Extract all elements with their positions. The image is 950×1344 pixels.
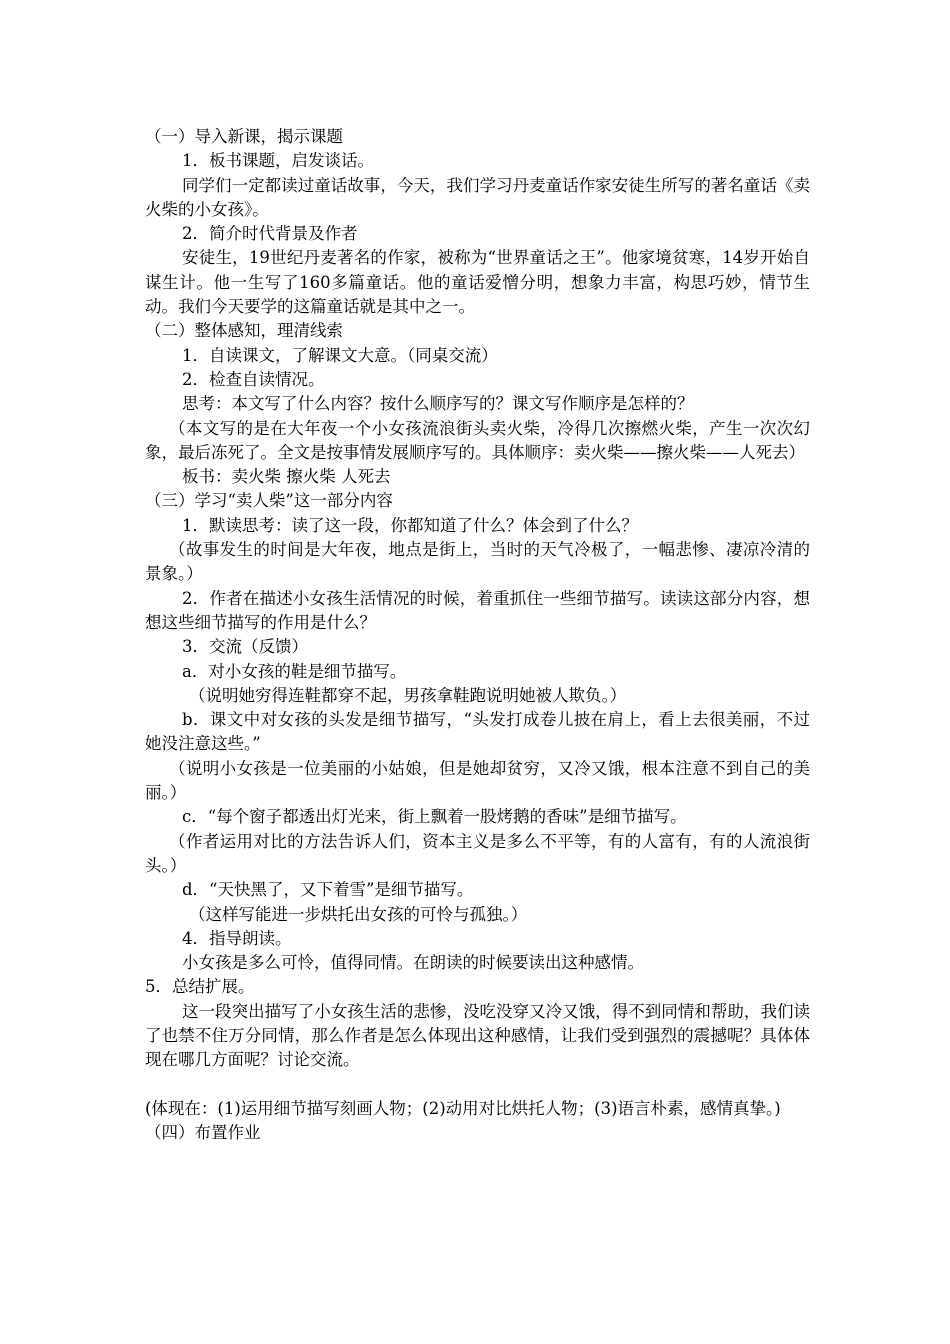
paragraph: 思考：本文写了什么内容？按什么顺序写的？课文写作顺序是怎样的？ xyxy=(182,394,694,414)
paragraph: 1．自读课文，了解课文大意。（同桌交流） xyxy=(182,345,498,365)
paragraph: 同学们一定都读过童话故事，今天，我们学习丹麦童话作家安徒生所写的著名童话《卖火柴的小女孩》。 xyxy=(145,175,810,219)
document-body xyxy=(145,125,810,1145)
paragraph: 小女孩是多么可怜，值得同情。在朗读的时候要读出这种感情。 xyxy=(182,953,644,973)
blank-line xyxy=(145,1073,810,1097)
paragraph: 2．检查自读情况。 xyxy=(182,369,325,389)
paragraph: （本文写的是在大年夜一个小女孩流浪街头卖火柴，冷得几次擦燃火柴，产生一次次幻象，最后冻死了。全文是按事情发展顺序写的。具体顺序：卖火柴——擦火柴——人死去） xyxy=(145,418,810,462)
paragraph: c．“每个窗子都透出灯光来，街上飘着一股烤鹅的香味”是细节描写。 xyxy=(182,807,687,827)
section-heading-3: （三）学习“卖人柴”这一部分内容 xyxy=(145,491,393,511)
paragraph: （故事发生的时间是大年夜，地点是街上，当时的天气冷极了，一幅悲惨、凄凉冷清的景象。） xyxy=(145,540,810,584)
paragraph: (体现在：(1)运用细节描写刻画人物；(2)动用对比烘托人物；(3)语言朴素，感情真挚。) xyxy=(145,1098,781,1118)
paragraph: 1．板书课题，启发谈话。 xyxy=(182,151,374,171)
paragraph: 4．指导朗读。 xyxy=(182,928,292,948)
paragraph: （说明她穷得连鞋都穿不起，男孩拿鞋跑说明她被人欺负。） xyxy=(189,685,627,705)
blackboard-note: 板书：卖火柴 擦火柴 人死去 xyxy=(182,467,391,487)
paragraph: 2．作者在描述小女孩生活情况的时候，着重抓住一些细节描写。读读这部分内容，想想这些细节描写的作用是什么？ xyxy=(145,588,810,632)
section-heading-4: （四）布置作业 xyxy=(145,1123,261,1143)
paragraph: （说明小女孩是一位美丽的小姑娘，但是她却贫穷，又冷又饿，根本注意不到自己的美丽。） xyxy=(145,758,810,803)
paragraph: 5．总结扩展。 xyxy=(145,977,255,997)
section-heading-2: （二）整体感知，理清线索 xyxy=(145,321,343,341)
paragraph: 安徒生，19世纪丹麦著名的作家，被称为“世界童话之王”。他家境贫寒，14岁开始自谋生计。他一生写了160多篇童话。他的童话爱憎分明，想象力丰富，构思巧妙，情节生动。我们今天要学的这篇童话就是其中之一。 xyxy=(145,248,810,317)
paragraph: a．对小女孩的鞋是细节描写。 xyxy=(182,661,407,681)
paragraph: 2．简介时代背景及作者 xyxy=(182,224,358,244)
paragraph: b．课文中对女孩的头发是细节描写，“头发打成卷儿披在肩上，看上去很美丽，不过她没注意这些。” xyxy=(145,710,810,754)
paragraph: （这样写能进一步烘托出女孩的可怜与孤独。） xyxy=(189,904,528,924)
paragraph: 3．交流（反馈） xyxy=(182,637,308,657)
paragraph: d．“天快黑了，又下着雪”是细节描写。 xyxy=(182,880,474,900)
paragraph: 1．默读思考：读了这一段，你都知道了什么？体会到了什么？ xyxy=(182,515,638,535)
section-heading-1: （一）导入新课，揭示课题 xyxy=(145,127,343,146)
paragraph: （作者运用对比的方法告诉人们，资本主义是多么不平等，有的人富有，有的人流浪街头。） xyxy=(145,831,810,875)
paragraph: 这一段突出描写了小女孩生活的悲惨，没吃没穿又冷又饿，得不到同情和帮助，我们读了也禁不住万分同情，那么作者是怎么体现出这种感情，让我们受到强烈的震撼呢？具体体现在哪几方面呢？讨论交流。 xyxy=(145,1001,810,1070)
